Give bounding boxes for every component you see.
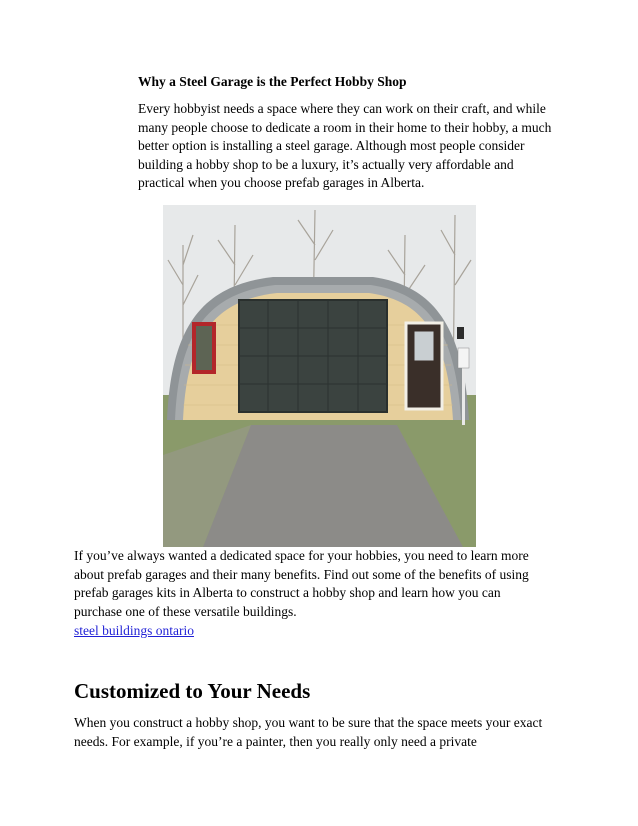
garage-photo <box>163 205 476 547</box>
steel-buildings-link[interactable]: steel buildings ontario <box>74 623 194 638</box>
body-paragraph-2: If you’ve always wanted a dedicated space for your hobbies, you need to learn more about prefab garages and their many benefits. Find out some of the benefits of using prefab garages kits in Alberta to construct a hobby shop and learn how you can purchase one of these versatile buildings. <box>74 548 529 619</box>
intro-paragraph: Every hobbyist needs a space where they can work on their craft, and while many people choose to dedicate a room in their home to their hobby, a much better option is installing a steel garage. Although most people consider building a hobby shop to be a luxury, it’s actually very affordable and practical when you choose prefab garages in Alberta. <box>138 101 552 190</box>
section-heading: Customized to Your Needs <box>74 679 311 703</box>
lamp <box>457 327 464 339</box>
body-paragraph-3: When you construct a hobby shop, you want to be sure that the space meets your exact needs. For example, if you’re a painter, then you really only need a private <box>74 715 543 749</box>
article-title: Why a Steel Garage is the Perfect Hobby Shop <box>138 74 407 89</box>
